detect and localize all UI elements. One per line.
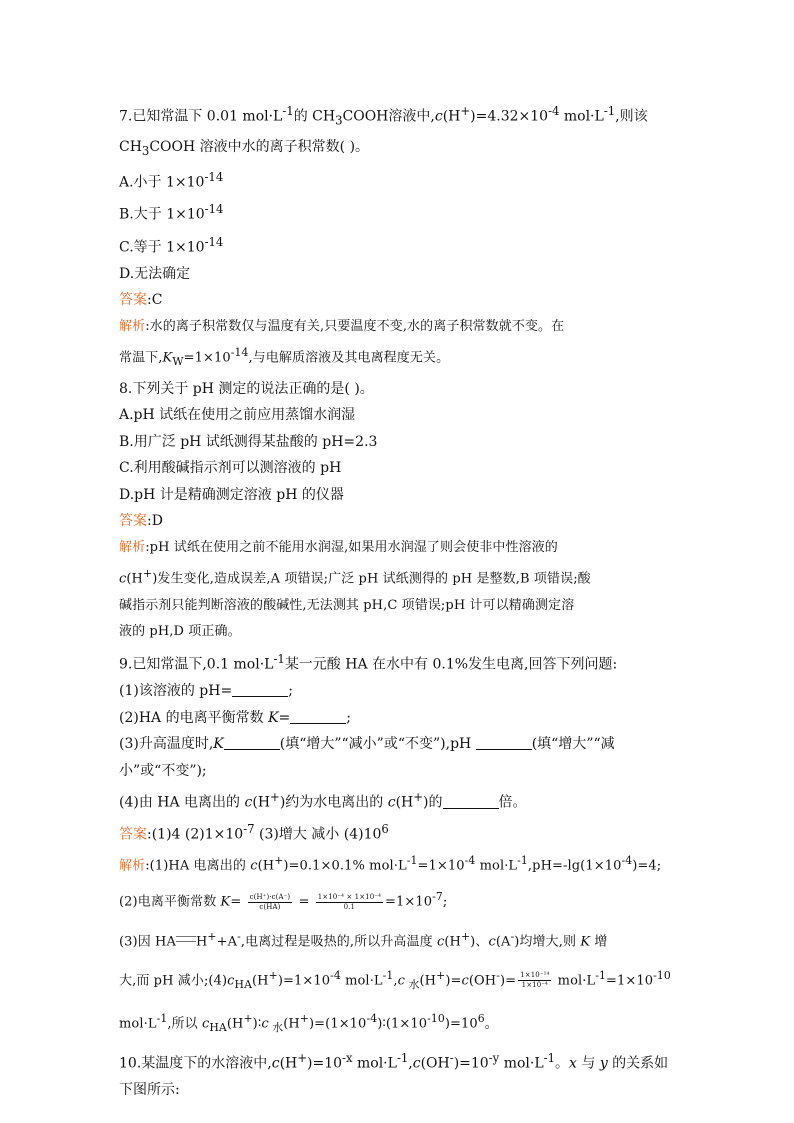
q7-answer: 答案:C: [119, 292, 163, 309]
q8-analysis-line-3: 碱指示剂只能判断溶液的酸碱性,无法测其 pH,C 项错误;pH 计可以精确测定溶: [119, 597, 575, 613]
answer-label: 答案: [119, 292, 147, 309]
q9-analysis-line-2: (2)电离平衡常数 K= $\frac{c(H^+)\cdot c(A^-)}{c(HA)}$ = $\frac{\text{1×10⁻⁴ × 1×10⁻⁴}}{0.1}$ $=1\times 10^{-7}$;: [119, 890, 448, 911]
q7-stem-line-1: 7.已知常温下 0.01 $mol\cdot L^{-1}$的 $CH_3COOH$溶液中$,c(H^+)=4.32\times 10^{-4}$ $mol\cdot L^{-1}$,则该: [119, 104, 648, 128]
q8-analysis-line-1: 解析:pH 试纸在使用之前不能用水润湿,如果用水润湿了则会使非中性溶液的: [119, 539, 558, 555]
analysis-label: 解析: [119, 539, 146, 555]
q8-option-c: C.利用酸碱指示剂可以测溶液的 pH: [119, 460, 342, 477]
answer-blank[interactable]: [232, 682, 288, 697]
answer-blank[interactable]: [476, 735, 532, 750]
q9-sub-3: (3)升高温度时,K (填“增大”“减小”或“不变”),pH (填“增大”“减: [119, 736, 615, 753]
answer-blank[interactable]: [443, 794, 499, 809]
q8-option-d: D.pH 计是精确测定溶液 pH 的仪器: [119, 486, 344, 503]
answer-label: 答案: [119, 826, 147, 843]
q8-analysis-line-4: 液的 pH,D 项正确。: [119, 624, 241, 640]
q9-sub-4: (4)由 HA 电离出的 c(H+)约为水电离出的 c(H+)的 倍。: [119, 790, 527, 811]
document-content: [119, 98, 679, 1103]
q7-option-a: A.小于 $1\times 10^{-14}$: [119, 170, 224, 191]
q8-option-a: A.pH 试纸在使用之前应用蒸馏水润湿: [119, 407, 356, 424]
q8-option-b: B.用广泛 pH 试纸测得某盐酸的 pH=2.3: [119, 433, 378, 450]
q7-analysis-line-1: 解析:水的离子积常数仅与温度有关,只要温度不变,水的离子积常数就不变。在: [119, 318, 565, 334]
answer-blank[interactable]: [224, 735, 280, 750]
q7-stem-line-2: $CH_3COOH$ 溶液中水的离子积常数( )。: [119, 138, 370, 158]
q9-stem: 9.已知常温下,0.1 $mol\cdot L^{-1}$某一元酸 HA 在水中有 0.1%发生电离,回答下列问题:: [119, 651, 618, 673]
answer-label: 答案: [119, 513, 147, 530]
q7-analysis-line-2: 常温下$,K_W=1\times 10^{-14}$,与电解质溶液及其电离程度无关。: [119, 346, 450, 369]
fraction-ka-values: $\frac{\text{1×10⁻⁴ × 1×10⁻⁴}}{0.1}$: [317, 892, 381, 911]
q7-option-b: B.大于 $1\times 10^{-14}$: [119, 202, 224, 224]
q9-analysis-line-3: (3)因 HA H++A-,电离过程是吸热的,所以升高温度 c(H+)、c(A-)均增大,则 K 增: [119, 929, 608, 949]
q9-sub-2: (2)HA 的电离平衡常数 K= ;: [119, 709, 351, 726]
fraction-kw: $\frac{\text{1×10⁻¹⁴}}{\text{1×10⁻⁴}}$: [520, 971, 550, 990]
q7-option-c: C.等于 $1\times 10^{-14}$: [119, 234, 224, 256]
q10-stem-line-1: 10.某温度下的水溶液中$,c(H^+)=10^{-x}$ $mol\cdot L^{-1},c(OH^-)=10^{-y}$ $mol\cdot L^{-1}$。x 与 y 的关系如: [119, 1050, 669, 1072]
q9-analysis-line-1: 解析:(1)HA 电离出的 c(H+)=0.1×0.1% $mol\cdot L^{-1}=1\times 10^{-4}$ $mol\cdot L^{-1},pH=-\lg(1\times 10^{-4})=4$;: [119, 854, 662, 874]
q9-sub-1: (1)该溶液的 pH= ;: [119, 683, 293, 700]
analysis-label: 解析: [119, 318, 146, 334]
q8-answer: 答案:D: [119, 513, 163, 530]
equilibrium-arrow-icon: [176, 936, 196, 942]
analysis-label: 解析: [119, 858, 146, 874]
q9-analysis-line-4: 大,而 pH 减小$;(4)c_{HA}(H^+)=1\times 10^{-4}$ $mol\cdot L^{-1},c$ $_水$(H+)=c(OH-)= $\frac{\text{1×10⁻¹⁴}}{\text{1×10⁻⁴}}$ $mol\cdot L^{-1}=1\times 10^{-10}$: [119, 968, 671, 991]
q7-option-d: D.无法确定: [119, 265, 191, 282]
q9-answer: 答案:(1)4 $(2)1\times 10^{-7}$ (3)增大 减小 $(4)10^6$: [119, 822, 389, 843]
answer-blank[interactable]: [290, 709, 346, 724]
q8-analysis-line-2: c(H+)发生变化,造成误差,A 项错误;广泛 pH 试纸测得的 pH 是整数,B 项错误;酸: [119, 567, 591, 587]
q9-sub-3-cont: 小”或“不变”);: [119, 762, 207, 779]
q8-stem: 8.下列关于 pH 测定的说法正确的是( )。: [119, 380, 374, 397]
fraction-ka: $\frac{c(H^+)\cdot c(A^-)}{c(HA)}$: [249, 892, 291, 911]
q9-analysis-line-5: $mol\cdot L^{-1}$,所以 $c_{HA}(H^+)∶c$ $_水(H^+)=(1\times 10^{-4})∶(1\times 10^{-10})=10^6$。: [119, 1011, 498, 1034]
q10-stem-line-2: 下图所示:: [119, 1081, 180, 1098]
